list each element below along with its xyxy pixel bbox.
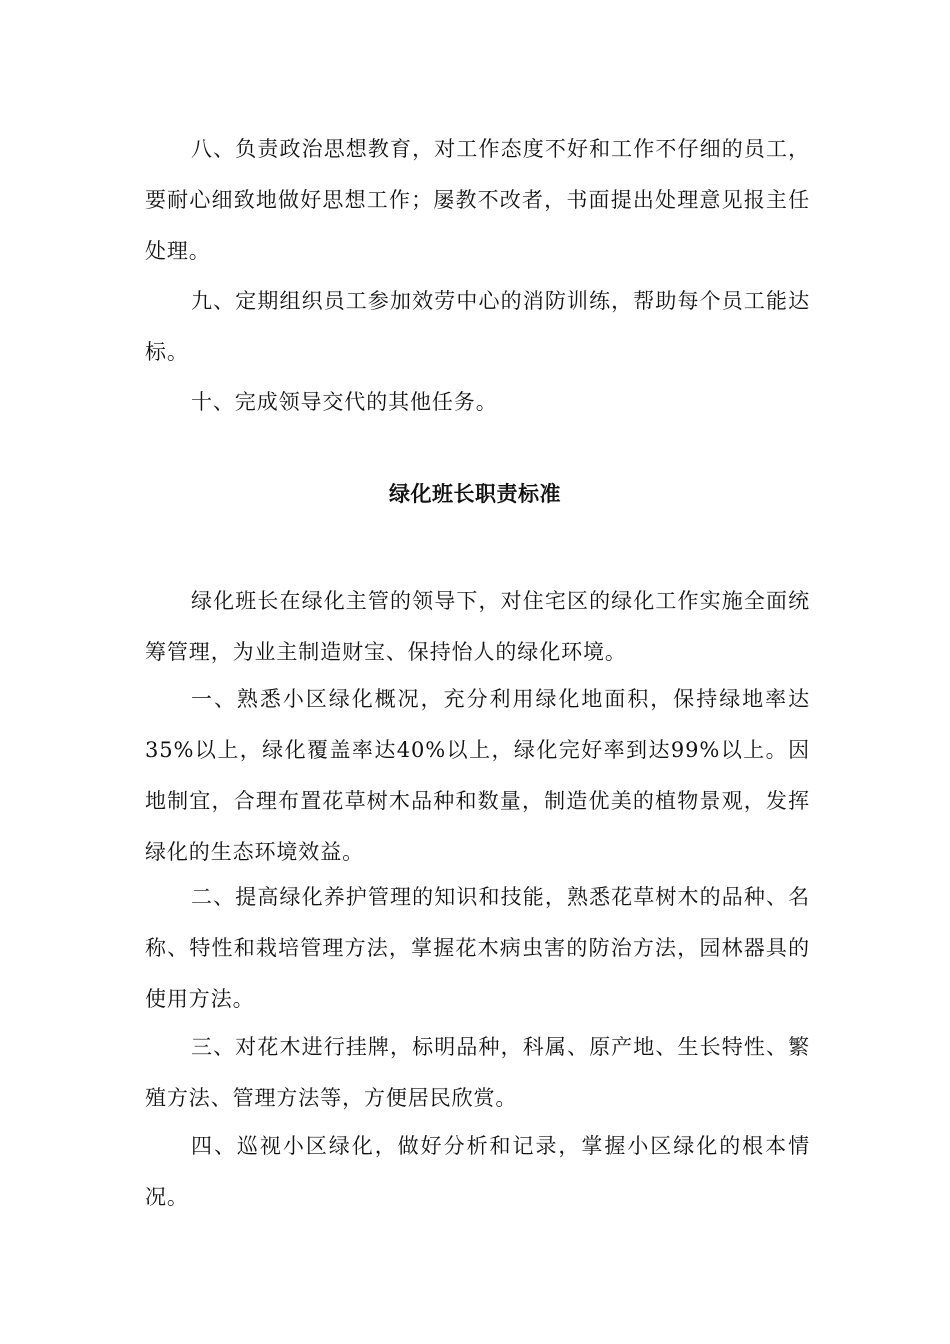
paragraph-item-2: 二、提高绿化养护管理的知识和技能，熟悉花草树木的品种、名称、特性和栽培管理方法，掌握花木病虫害的防治方法，园林器具的使用方法。 xyxy=(145,885,810,1011)
paragraph-item-10: 十、完成领导交代的其他任务。 xyxy=(191,390,498,414)
paragraph-item-8: 八、负责政治思想教育，对工作态度不好和工作不仔细的员工，要耐心细致地做好思想工作；屡教不改者，书面提出处理意见报主任处理。 xyxy=(145,137,810,263)
paragraph-item-4: 四、巡视小区绿化，做好分析和记录，掌握小区绿化的根本情况。 xyxy=(145,1134,810,1209)
section-title: 绿化班长职责标准 xyxy=(389,482,561,506)
paragraph-item-9: 九、定期组织员工参加效劳中心的消防训练，帮助每个员工能达标。 xyxy=(145,289,810,364)
paragraph-item-3: 三、对花木进行挂牌，标明品种，科属、原产地、生长特性、繁殖方法、管理方法等，方便居民欣赏。 xyxy=(145,1035,810,1110)
paragraph-item-1: 一、熟悉小区绿化概况，充分利用绿化地面积，保持绿地率达35%以上，绿化覆盖率达40%以上，绿化完好率到达99%以上。因地制宜，合理布置花草树木品种和数量，制造优美的植物景观，发挥绿化的生态环境效益。 xyxy=(145,687,810,864)
paragraph-intro: 绿化班长在绿化主管的领导下，对住宅区的绿化工作实施全面统筹管理，为业主制造财宝、保持怡人的绿化环境。 xyxy=(145,589,810,664)
